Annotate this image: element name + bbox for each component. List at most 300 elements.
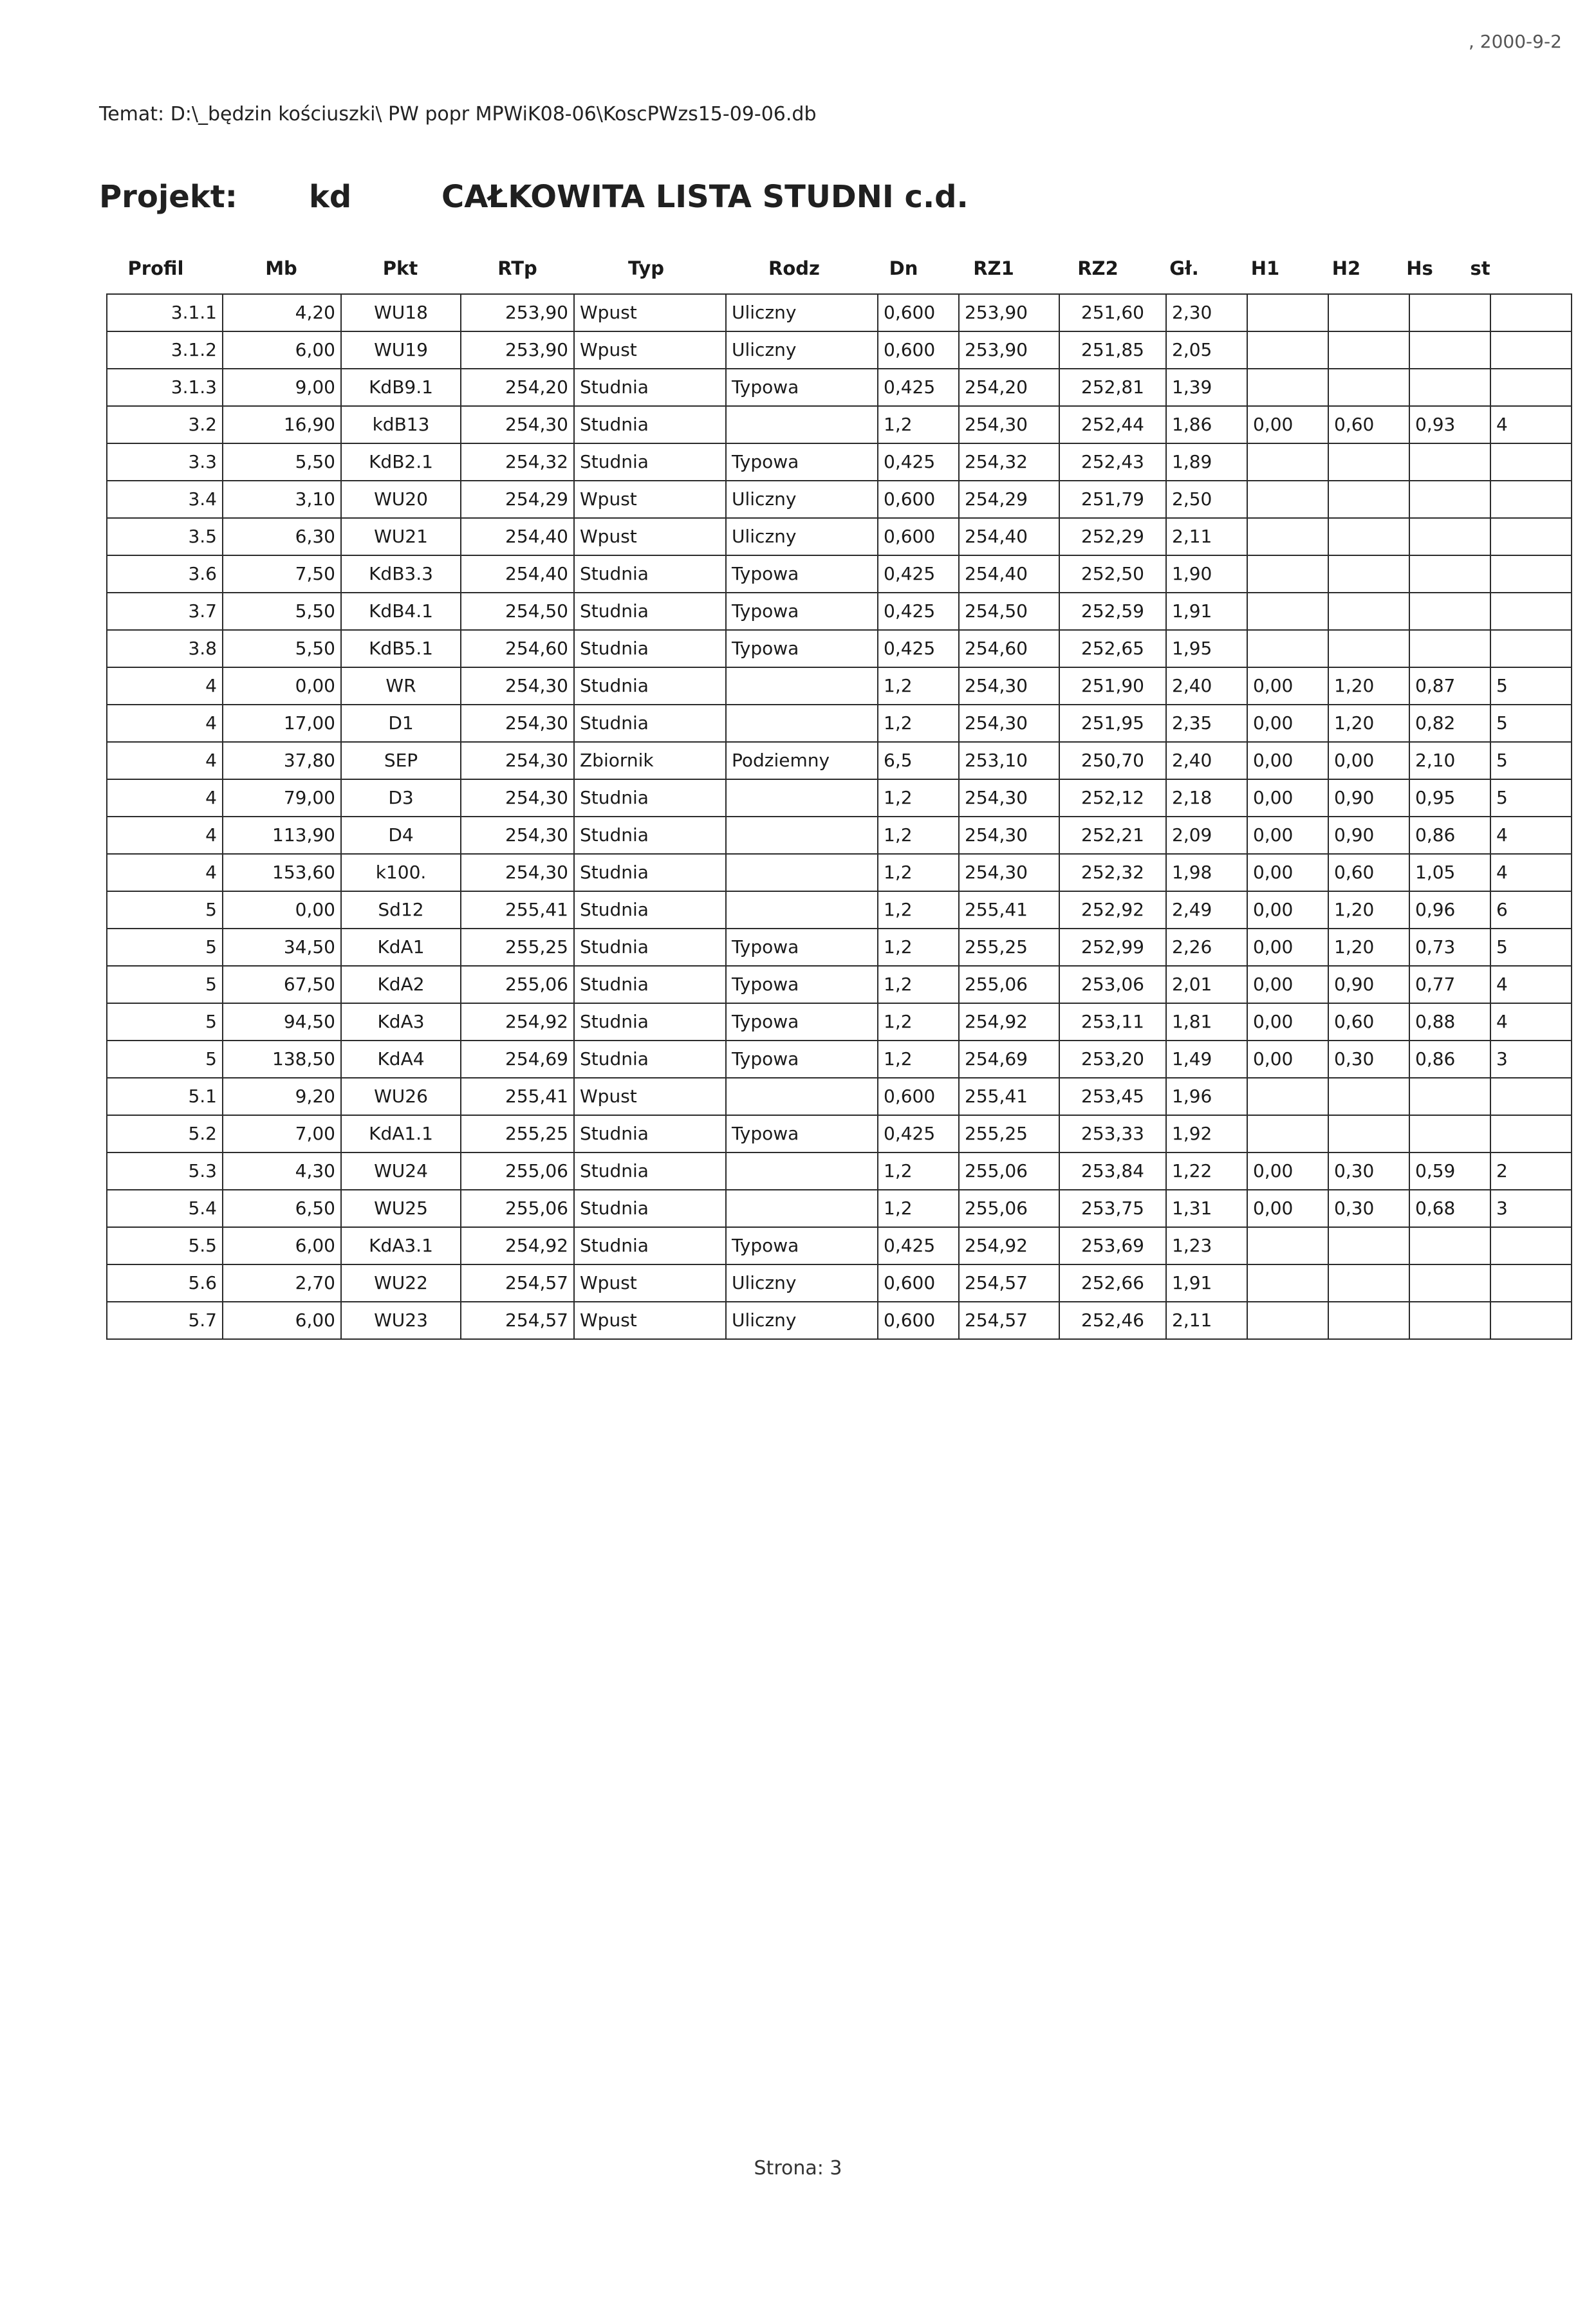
cell-rz2: 252,32 [1059,854,1166,891]
cell-gl: 2,26 [1166,929,1247,966]
cell-typ: Studnia [574,369,726,406]
cell-profil: 4 [107,742,223,779]
cell-pkt: KdB9.1 [341,369,461,406]
cell-pkt: KdB5.1 [341,630,461,667]
cell-rtp: 254,30 [461,742,574,779]
cell-pkt: WU18 [341,294,461,331]
cell-h1 [1247,518,1328,555]
cell-mb: 153,60 [223,854,341,891]
cell-rtp: 254,30 [461,779,574,817]
cell-pkt: KdA2 [341,966,461,1003]
cell-rz1: 254,40 [959,555,1059,593]
cell-rodz: Typowa [726,443,878,481]
cell-profil: 3.1.2 [107,331,223,369]
cell-hs [1409,518,1490,555]
cell-dn: 1,2 [878,966,959,1003]
cell-rz2: 253,20 [1059,1041,1166,1078]
cell-gl: 1,92 [1166,1115,1247,1152]
cell-profil: 5.5 [107,1227,223,1264]
cell-profil: 3.7 [107,593,223,630]
cell-profil: 3.1.1 [107,294,223,331]
cell-hs: 0,59 [1409,1152,1490,1190]
cell-dn: 0,600 [878,518,959,555]
column-header-h1: H1 [1250,257,1280,279]
cell-rodz: Typowa [726,1041,878,1078]
cell-rodz: Typowa [726,555,878,593]
cell-rz2: 252,92 [1059,891,1166,929]
cell-rodz [726,1078,878,1115]
cell-h2 [1328,1227,1409,1264]
cell-h1 [1247,481,1328,518]
table-row [107,929,1572,966]
cell-h2 [1328,1078,1409,1115]
cell-rodz: Typowa [726,593,878,630]
cell-rz1: 254,69 [959,1041,1059,1078]
cell-rtp: 254,50 [461,593,574,630]
cell-rz2: 252,43 [1059,443,1166,481]
cell-h2: 0,90 [1328,817,1409,854]
cell-h1: 0,00 [1247,406,1328,443]
cell-dn: 1,2 [878,779,959,817]
cell-h2 [1328,331,1409,369]
column-header-gl: Gł. [1169,257,1199,279]
cell-st [1490,443,1572,481]
cell-pkt: D4 [341,817,461,854]
cell-rtp: 254,57 [461,1302,574,1339]
cell-mb: 2,70 [223,1264,341,1302]
cell-typ: Studnia [574,705,726,742]
cell-rz1: 255,06 [959,1152,1059,1190]
cell-typ: Studnia [574,854,726,891]
cell-hs: 0,87 [1409,667,1490,705]
cell-dn: 0,425 [878,593,959,630]
cell-rtp: 254,92 [461,1227,574,1264]
cell-rtp: 254,30 [461,817,574,854]
cell-gl: 2,40 [1166,667,1247,705]
cell-rtp: 254,60 [461,630,574,667]
cell-pkt: KdA3 [341,1003,461,1041]
cell-profil: 5.2 [107,1115,223,1152]
cell-h1: 0,00 [1247,779,1328,817]
table-row [107,294,1572,331]
cell-dn: 0,425 [878,443,959,481]
cell-mb: 6,00 [223,1302,341,1339]
cell-rtp: 254,30 [461,667,574,705]
cell-hs [1409,593,1490,630]
column-header-profil: Profil [127,257,184,279]
cell-mb: 113,90 [223,817,341,854]
cell-dn: 1,2 [878,854,959,891]
table-row [107,630,1572,667]
cell-gl: 2,35 [1166,705,1247,742]
cell-gl: 1,22 [1166,1152,1247,1190]
cell-rz1: 254,40 [959,518,1059,555]
cell-rtp: 254,69 [461,1041,574,1078]
cell-rz2: 251,90 [1059,667,1166,705]
cell-hs: 0,86 [1409,1041,1490,1078]
cell-mb: 4,20 [223,294,341,331]
cell-rodz: Typowa [726,369,878,406]
cell-mb: 5,50 [223,443,341,481]
cell-h1: 0,00 [1247,1152,1328,1190]
cell-rz2: 251,60 [1059,294,1166,331]
cell-typ: Wpust [574,1302,726,1339]
cell-rz1: 254,92 [959,1003,1059,1041]
cell-rz2: 252,65 [1059,630,1166,667]
cell-rz1: 254,57 [959,1302,1059,1339]
cell-mb: 0,00 [223,667,341,705]
cell-mb: 5,50 [223,630,341,667]
cell-rz2: 253,11 [1059,1003,1166,1041]
table-row [107,742,1572,779]
cell-gl: 2,01 [1166,966,1247,1003]
cell-st [1490,1115,1572,1152]
cell-profil: 5 [107,1003,223,1041]
cell-h2 [1328,1115,1409,1152]
cell-profil: 4 [107,705,223,742]
cell-rz2: 250,70 [1059,742,1166,779]
cell-rz2: 253,33 [1059,1115,1166,1152]
cell-typ: Studnia [574,891,726,929]
cell-dn: 1,2 [878,1152,959,1190]
cell-mb: 67,50 [223,966,341,1003]
cell-mb: 6,30 [223,518,341,555]
cell-dn: 1,2 [878,667,959,705]
cell-typ: Studnia [574,667,726,705]
cell-st: 6 [1490,891,1572,929]
cell-rtp: 255,41 [461,891,574,929]
cell-typ: Studnia [574,555,726,593]
cell-pkt: KdA4 [341,1041,461,1078]
cell-st [1490,369,1572,406]
column-header-dn: Dn [889,257,918,279]
cell-gl: 1,91 [1166,593,1247,630]
cell-h1: 0,00 [1247,667,1328,705]
cell-mb: 7,50 [223,555,341,593]
cell-gl: 1,96 [1166,1078,1247,1115]
cell-rz2: 252,50 [1059,555,1166,593]
cell-mb: 7,00 [223,1115,341,1152]
project-label: Projekt: [99,179,237,215]
cell-profil: 5 [107,891,223,929]
cell-rz2: 252,21 [1059,817,1166,854]
cell-rodz: Uliczny [726,481,878,518]
cell-rtp: 254,30 [461,406,574,443]
cell-hs: 0,88 [1409,1003,1490,1041]
cell-st: 5 [1490,705,1572,742]
column-header-typ: Typ [627,257,664,279]
cell-h1 [1247,443,1328,481]
cell-mb: 3,10 [223,481,341,518]
cell-dn: 0,425 [878,1115,959,1152]
column-header-h2: H2 [1332,257,1361,279]
cell-st: 4 [1490,966,1572,1003]
cell-rz1: 254,29 [959,481,1059,518]
cell-hs [1409,331,1490,369]
cell-rz1: 254,50 [959,593,1059,630]
wells-table [106,293,1572,1340]
cell-rodz [726,817,878,854]
cell-typ: Studnia [574,593,726,630]
table-row [107,555,1572,593]
cell-typ: Studnia [574,779,726,817]
cell-h2: 0,30 [1328,1041,1409,1078]
cell-rz2: 252,29 [1059,518,1166,555]
cell-profil: 5.4 [107,1190,223,1227]
cell-rodz: Typowa [726,929,878,966]
cell-st: 3 [1490,1041,1572,1078]
cell-pkt: WU19 [341,331,461,369]
cell-rodz: Typowa [726,630,878,667]
cell-rz2: 253,75 [1059,1190,1166,1227]
cell-typ: Studnia [574,443,726,481]
cell-gl: 1,98 [1166,854,1247,891]
table-row [107,518,1572,555]
cell-gl: 1,89 [1166,443,1247,481]
cell-typ: Studnia [574,1152,726,1190]
cell-pkt: WU25 [341,1190,461,1227]
cell-h1 [1247,1078,1328,1115]
cell-typ: Zbiornik [574,742,726,779]
cell-rz2: 252,44 [1059,406,1166,443]
cell-hs [1409,294,1490,331]
cell-pkt: KdB3.3 [341,555,461,593]
table-row [107,1264,1572,1302]
cell-pkt: WR [341,667,461,705]
table-row [107,667,1572,705]
project-code: kd [309,179,352,215]
cell-st [1490,1302,1572,1339]
cell-h2: 1,20 [1328,929,1409,966]
cell-h1 [1247,593,1328,630]
cell-rodz [726,891,878,929]
cell-dn: 1,2 [878,817,959,854]
cell-h1 [1247,331,1328,369]
cell-hs [1409,1078,1490,1115]
cell-typ: Wpust [574,331,726,369]
cell-st [1490,481,1572,518]
cell-rodz: Uliczny [726,1302,878,1339]
cell-typ: Studnia [574,1227,726,1264]
cell-st [1490,630,1572,667]
cell-mb: 37,80 [223,742,341,779]
cell-h2: 1,20 [1328,705,1409,742]
cell-gl: 2,30 [1166,294,1247,331]
cell-rz2: 253,06 [1059,966,1166,1003]
cell-mb: 9,20 [223,1078,341,1115]
cell-gl: 2,40 [1166,742,1247,779]
cell-mb: 0,00 [223,891,341,929]
cell-rodz: Uliczny [726,331,878,369]
table-row [107,481,1572,518]
table-row [107,1227,1572,1264]
cell-mb: 17,00 [223,705,341,742]
cell-dn: 0,600 [878,481,959,518]
cell-rtp: 255,06 [461,1190,574,1227]
cell-rz1: 254,30 [959,817,1059,854]
cell-st [1490,593,1572,630]
cell-typ: Studnia [574,817,726,854]
cell-pkt: KdA1.1 [341,1115,461,1152]
cell-rz2: 253,84 [1059,1152,1166,1190]
cell-hs: 0,93 [1409,406,1490,443]
cell-rz2: 253,69 [1059,1227,1166,1264]
cell-gl: 2,49 [1166,891,1247,929]
cell-h1: 0,00 [1247,1041,1328,1078]
cell-rodz: Uliczny [726,1264,878,1302]
cell-profil: 4 [107,854,223,891]
cell-h1 [1247,555,1328,593]
cell-rtp: 255,25 [461,929,574,966]
cell-gl: 1,81 [1166,1003,1247,1041]
cell-pkt: k100. [341,854,461,891]
cell-rz1: 254,32 [959,443,1059,481]
column-header-rz1: RZ1 [973,257,1014,279]
cell-st: 4 [1490,1003,1572,1041]
cell-rtp: 254,57 [461,1264,574,1302]
page-footer: Strona: 3 [754,2157,842,2180]
table-row [107,331,1572,369]
cell-rodz: Typowa [726,1227,878,1264]
cell-mb: 6,00 [223,331,341,369]
cell-rtp: 255,06 [461,966,574,1003]
cell-dn: 0,600 [878,1302,959,1339]
cell-hs [1409,1302,1490,1339]
cell-typ: Studnia [574,929,726,966]
cell-typ: Studnia [574,1041,726,1078]
cell-h2: 0,90 [1328,779,1409,817]
cell-pkt: WU23 [341,1302,461,1339]
cell-dn: 1,2 [878,929,959,966]
cell-st: 5 [1490,779,1572,817]
column-header-rz2: RZ2 [1077,257,1118,279]
table-row [107,1190,1572,1227]
cell-h1: 0,00 [1247,929,1328,966]
cell-dn: 1,2 [878,406,959,443]
cell-h1: 0,00 [1247,891,1328,929]
cell-rz1: 253,90 [959,331,1059,369]
cell-rz1: 255,41 [959,891,1059,929]
cell-rodz [726,1152,878,1190]
table-row [107,779,1572,817]
cell-h2: 1,20 [1328,667,1409,705]
cell-dn: 0,600 [878,1264,959,1302]
cell-gl: 2,11 [1166,1302,1247,1339]
table-row [107,966,1572,1003]
cell-gl: 1,95 [1166,630,1247,667]
cell-dn: 0,425 [878,630,959,667]
cell-rz2: 252,81 [1059,369,1166,406]
cell-h1 [1247,1302,1328,1339]
cell-hs: 0,73 [1409,929,1490,966]
cell-hs [1409,443,1490,481]
cell-pkt: WU26 [341,1078,461,1115]
cell-h2 [1328,1302,1409,1339]
cell-mb: 4,30 [223,1152,341,1190]
cell-rz1: 255,06 [959,966,1059,1003]
cell-hs: 0,95 [1409,779,1490,817]
table-row [107,369,1572,406]
cell-profil: 3.3 [107,443,223,481]
cell-typ: Wpust [574,294,726,331]
cell-h2: 0,60 [1328,854,1409,891]
cell-st [1490,1227,1572,1264]
cell-hs [1409,630,1490,667]
table-row [107,891,1572,929]
table-row [107,817,1572,854]
cell-gl: 1,86 [1166,406,1247,443]
cell-dn: 0,425 [878,1227,959,1264]
cell-profil: 5.7 [107,1302,223,1339]
cell-rz2: 251,85 [1059,331,1166,369]
cell-gl: 2,50 [1166,481,1247,518]
cell-h1: 0,00 [1247,1003,1328,1041]
cell-rz1: 254,30 [959,406,1059,443]
cell-mb: 34,50 [223,929,341,966]
cell-pkt: D3 [341,779,461,817]
cell-hs: 0,68 [1409,1190,1490,1227]
cell-profil: 4 [107,667,223,705]
cell-rtp: 254,30 [461,705,574,742]
cell-hs [1409,369,1490,406]
cell-profil: 3.1.3 [107,369,223,406]
cell-profil: 5.3 [107,1152,223,1190]
table-row [107,1302,1572,1339]
cell-pkt: kdB13 [341,406,461,443]
column-header-row [0,257,1596,283]
cell-rodz: Typowa [726,1115,878,1152]
cell-rtp: 254,20 [461,369,574,406]
cell-pkt: WU24 [341,1152,461,1190]
cell-gl: 1,49 [1166,1041,1247,1078]
cell-hs: 0,86 [1409,817,1490,854]
cell-typ: Wpust [574,1078,726,1115]
cell-profil: 3.6 [107,555,223,593]
cell-dn: 1,2 [878,1041,959,1078]
cell-typ: Wpust [574,481,726,518]
cell-typ: Wpust [574,518,726,555]
cell-st: 3 [1490,1190,1572,1227]
table-row [107,593,1572,630]
cell-rodz: Typowa [726,966,878,1003]
cell-hs: 0,82 [1409,705,1490,742]
column-header-rodz: Rodz [768,257,820,279]
cell-st [1490,294,1572,331]
cell-rodz [726,705,878,742]
cell-gl: 1,90 [1166,555,1247,593]
cell-rodz [726,406,878,443]
cell-rz2: 252,46 [1059,1302,1166,1339]
cell-pkt: KdA1 [341,929,461,966]
cell-hs: 0,77 [1409,966,1490,1003]
cell-gl: 2,05 [1166,331,1247,369]
cell-rz1: 255,41 [959,1078,1059,1115]
cell-h2: 0,30 [1328,1152,1409,1190]
cell-h1 [1247,630,1328,667]
column-header-st: st [1470,257,1490,279]
cell-rtp: 255,06 [461,1152,574,1190]
column-header-rtp: RTp [497,257,537,279]
cell-gl: 2,09 [1166,817,1247,854]
cell-mb: 6,50 [223,1190,341,1227]
column-header-mb: Mb [265,257,297,279]
cell-pkt: WU22 [341,1264,461,1302]
cell-mb: 9,00 [223,369,341,406]
cell-profil: 5.1 [107,1078,223,1115]
cell-st: 5 [1490,667,1572,705]
cell-rz1: 253,10 [959,742,1059,779]
cell-profil: 5 [107,929,223,966]
